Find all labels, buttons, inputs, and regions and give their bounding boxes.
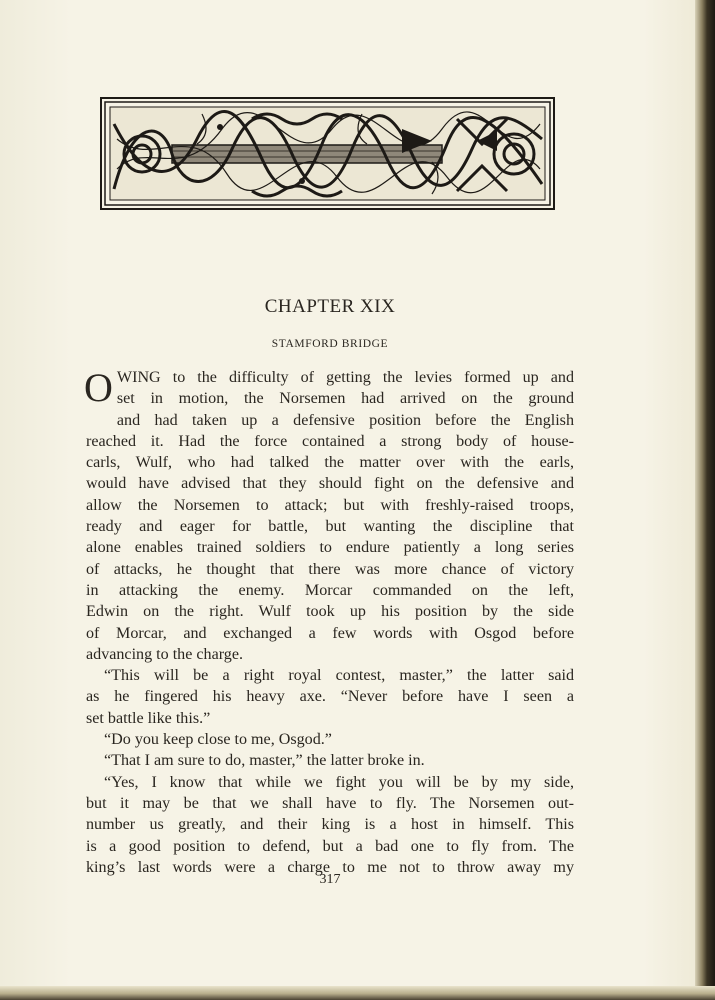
text-line: is a good position to defend, but a bad one to fly from. The bbox=[86, 837, 574, 855]
text-line: would have advised that they should fight on the defensive and bbox=[86, 475, 574, 493]
chapter-body bbox=[86, 367, 574, 878]
text-line: ready and eager for battle, but wanting the discipline that bbox=[86, 518, 574, 536]
page-number: 317 bbox=[319, 872, 341, 887]
text-line: and had taken up a defensive position before the English bbox=[116, 411, 574, 429]
chapter-title: CHAPTER XIX bbox=[264, 296, 396, 317]
text-line: number us greatly, and their king is a host in himself. This bbox=[86, 816, 574, 834]
chapter-subtitle: STAMFORD BRIDGE bbox=[271, 338, 389, 350]
drop-cap: O bbox=[84, 365, 113, 410]
text-line: “That I am sure to do, master,” the latter broke in. bbox=[104, 752, 425, 770]
celtic-knotwork-headpiece-icon bbox=[100, 97, 555, 210]
text-line: “This will be a right royal contest, master,” the latter said bbox=[104, 667, 574, 685]
text-line: alone enables trained soldiers to endure patiently a long series bbox=[86, 539, 574, 557]
book-binding-edge bbox=[695, 0, 715, 1000]
text-line: of Morcar, and exchanged a few words with Osgod before bbox=[86, 624, 574, 642]
text-line: allow the Norsemen to attack; but with freshly-raised troops, bbox=[86, 496, 574, 514]
text-line: carls, Wulf, who had talked the matter over with the earls, bbox=[86, 454, 574, 472]
page-bottom-edge bbox=[0, 986, 715, 1000]
text-line: in attacking the enemy. Morcar commanded on the left, bbox=[86, 581, 574, 599]
text-line: “Yes, I know that while we fight you will be by my side, bbox=[104, 773, 574, 791]
text-line: Edwin on the right. Wulf took up his position by the side bbox=[86, 603, 574, 621]
text-line: of attacks, he thought that there was more chance of victory bbox=[86, 560, 574, 578]
text-line: reached it. Had the force contained a strong body of house- bbox=[86, 432, 574, 450]
text-line: but it may be that we shall have to fly. The Norsemen out- bbox=[86, 794, 574, 812]
text-line: advancing to the charge. bbox=[86, 645, 244, 663]
text-line: king’s last words were a charge to me not to throw away my bbox=[86, 858, 574, 876]
text-line: WING to the difficulty of getting the levies formed up and bbox=[116, 369, 574, 386]
text-line: “Do you keep close to me, Osgod.” bbox=[104, 731, 332, 749]
text-line: set battle like this.” bbox=[86, 709, 211, 727]
text-line: set in motion, the Norsemen had arrived on the ground bbox=[116, 390, 574, 408]
text-line: as he fingered his heavy axe. “Never before have I seen a bbox=[86, 688, 574, 706]
